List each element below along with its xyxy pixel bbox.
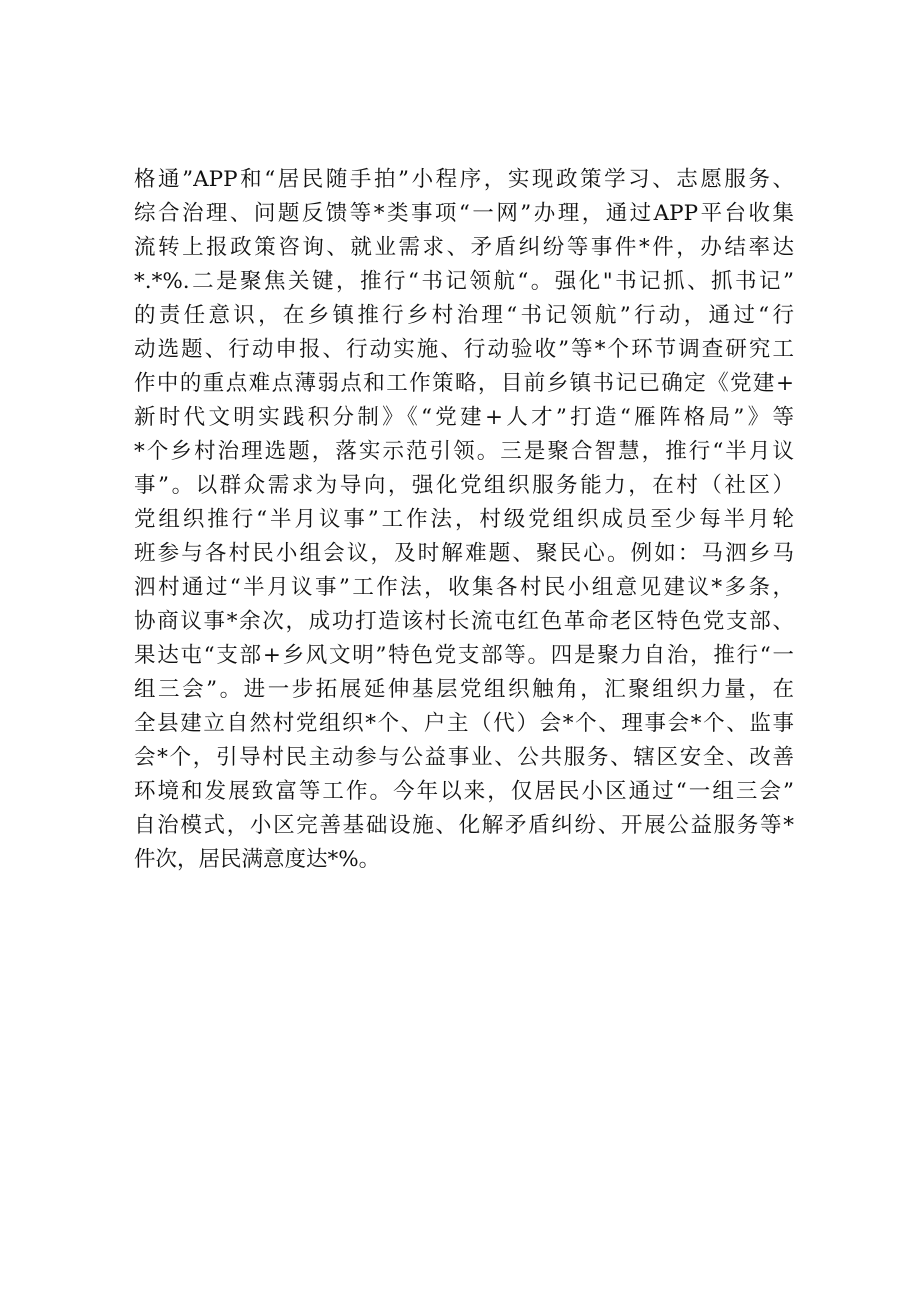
body-paragraph [134,163,794,877]
paragraph-line: 作中的重点难点薄弱点和工作策略，目前乡镇书记已确定《党建+ [134,371,794,396]
paragraph-line: 格通”APP和“居民随手拍”小程序，实现政策学习、志愿服务、 [134,167,794,192]
paragraph-line: 动选题、行动申报、行动实施、行动验收”等*个环节调查研究工 [134,337,794,362]
paragraph-line: 件次，居民满意度达*%。 [134,847,381,872]
paragraph-line: 会*个，引导村民主动参与公益事业、公共服务、辖区安全、改善 [134,745,794,770]
paragraph-line: 自治模式，小区完善基础设施、化解矛盾纠纷、开展公益服务等* [134,813,794,838]
paragraph-line: 环境和发展致富等工作。今年以来，仅居民小区通过“一组三会” [134,779,794,804]
paragraph-line: 组三会”。进一步拓展延伸基层党组织触角，汇聚组织力量，在 [134,677,794,702]
paragraph-line: 流转上报政策咨询、就业需求、矛盾纠纷等事件*件，办结率达 [134,235,794,260]
paragraph-line: 的责任意识，在乡镇推行乡村治理“书记领航”行动，通过“行 [134,303,794,328]
paragraph-line: *个乡村治理选题，落实示范引领。三是聚合智慧，推行“半月议 [134,439,794,464]
paragraph-line: 事”。以群众需求为导向，强化党组织服务能力，在村（社区） [134,473,794,498]
paragraph-line: 泗村通过“半月议事”工作法，收集各村民小组意见建议*多条， [134,575,794,600]
paragraph-line: *.*%.二是聚焦关键，推行“书记领航“。强化"书记抓、抓书记” [134,269,794,294]
paragraph-line: 综合治理、问题反馈等*类事项“一网”办理，通过APP平台收集 [134,201,794,226]
paragraph-line: 党组织推行“半月议事”工作法，村级党组织成员至少每半月轮 [134,507,794,532]
paragraph-line: 全县建立自然村党组织*个、户主（代）会*个、理事会*个、监事 [134,711,794,736]
paragraph-line: 新时代文明实践积分制》《“党建+人才”打造“雁阵格局”》等 [134,405,794,430]
paragraph-line: 果达屯“支部+乡风文明”特色党支部等。四是聚力自治，推行“一 [134,643,794,668]
paragraph-line: 班参与各村民小组会议，及时解难题、聚民心。例如：马泗乡马 [134,541,794,566]
paragraph-line: 协商议事*余次，成功打造该村长流屯红色革命老区特色党支部、 [134,609,794,634]
